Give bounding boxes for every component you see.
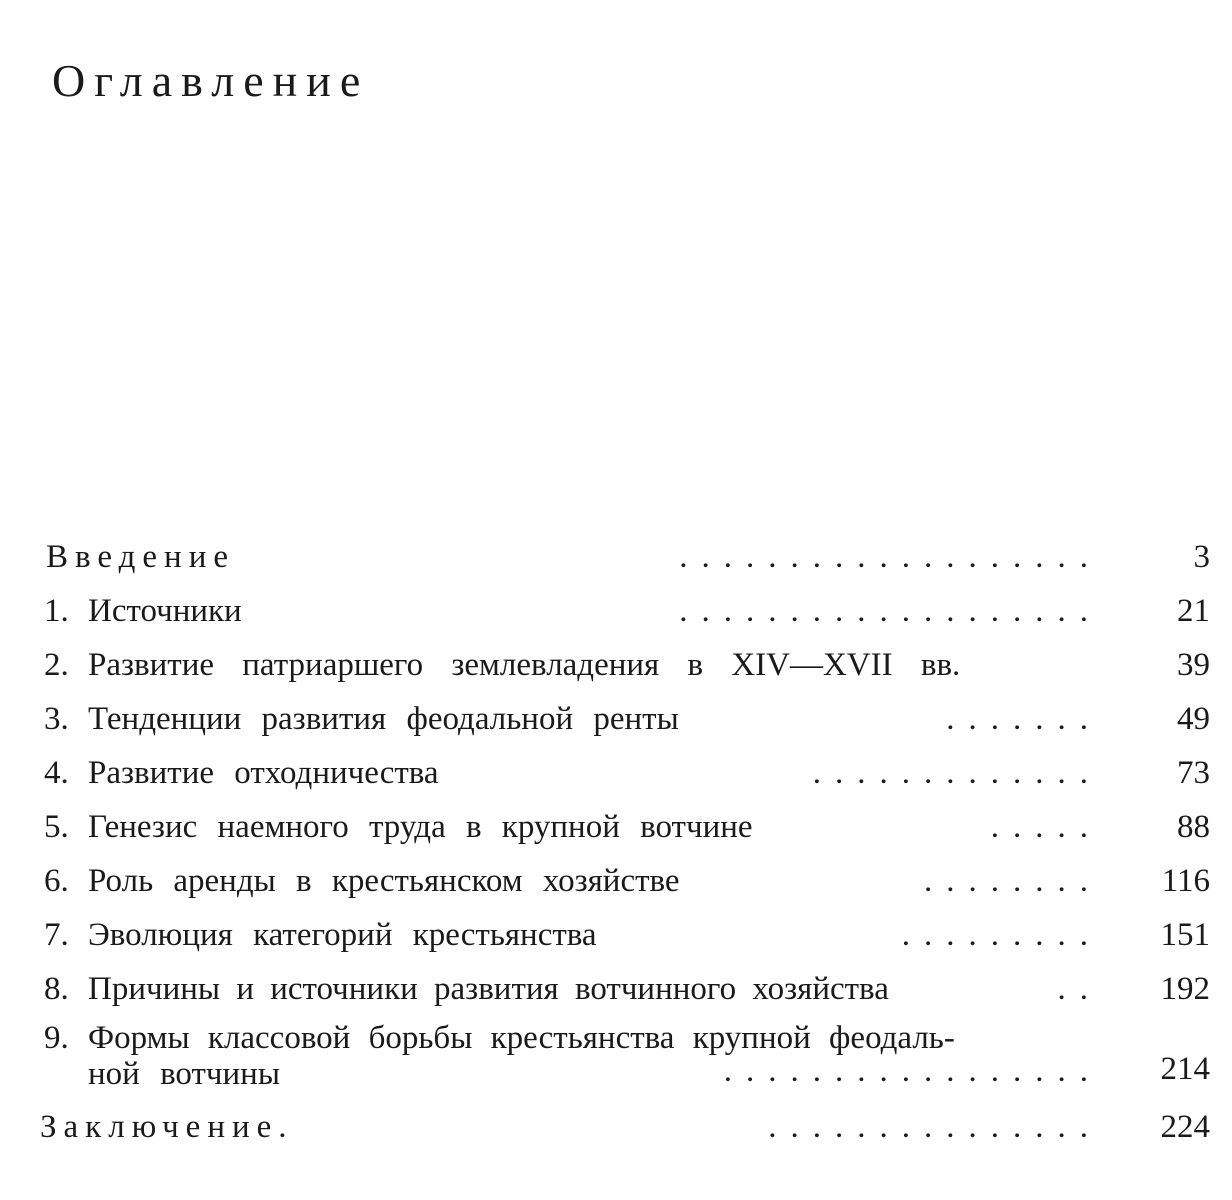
toc-entry-5 (40, 800, 1212, 854)
toc-entry-1 (40, 584, 1212, 638)
leader-dots: ......... (901, 917, 1102, 953)
toc-entry-page: 214 (1160, 1051, 1210, 1087)
leader-dots: ........ (924, 863, 1102, 899)
toc-entry-number: 7. (44, 917, 69, 953)
toc-entry-page: 3 (1193, 539, 1210, 575)
toc-entry-label: Развитие патриаршего землевладения в XIV—XVII вв. (88, 647, 961, 683)
toc-entry-label: Источники (88, 593, 242, 629)
toc-entry-label: Развитие отходничества (88, 755, 439, 791)
toc-entry-6 (40, 854, 1212, 908)
toc-entry-page: 21 (1177, 593, 1210, 629)
leader-dots: .. (1057, 971, 1102, 1007)
toc-entry-number: 1. (44, 593, 69, 629)
toc-entry-number: 2. (44, 647, 69, 683)
toc-entry-3 (40, 692, 1212, 746)
toc-entry-8 (40, 962, 1212, 1016)
toc-entry-number: 3. (44, 701, 69, 737)
leader-dots: ..... (990, 809, 1102, 845)
toc-entry-7 (40, 908, 1212, 962)
leader-dots: ............... (768, 1109, 1102, 1145)
toc-entry-label: Введение (46, 539, 236, 575)
toc-entry-page: 224 (1160, 1109, 1210, 1145)
leader-dots: ................... (679, 539, 1102, 575)
toc-entry-number: 8. (44, 971, 69, 1007)
toc-entry-label: Заключение. (40, 1109, 294, 1145)
toc-entry-page: 39 (1177, 647, 1210, 683)
toc-entry-9 (40, 1016, 1212, 1106)
toc-entry-page: 116 (1161, 863, 1210, 899)
toc-entry-page: 49 (1177, 701, 1210, 737)
toc-entry-label-continuation: ной вотчины (88, 1056, 281, 1092)
page-title: Оглавление (52, 55, 370, 106)
toc-entry-2 (40, 638, 1212, 692)
toc-entry-page: 192 (1160, 971, 1210, 1007)
toc-entry-number: 9. (44, 1020, 69, 1056)
toc-entry-page: 88 (1177, 809, 1210, 845)
toc-entry-label: Генезис наемного труда в крупной вотчине (88, 809, 753, 845)
toc-entry-number: 5. (44, 809, 69, 845)
toc-entry-page: 73 (1177, 755, 1210, 791)
toc-entry-label: Эволюция категорий крестьянства (88, 917, 597, 953)
toc-entry-conclusion (40, 1100, 1212, 1154)
toc-entry-introduction (40, 530, 1212, 584)
toc-entry-number: 4. (44, 755, 69, 791)
leader-dots: ............. (812, 755, 1102, 791)
leader-dots: ................... (679, 593, 1102, 629)
leader-dots: ................. (723, 1053, 1102, 1089)
toc-entry-label: Роль аренды в крестьянском хозяйстве (88, 863, 680, 899)
toc-entry-number: 6. (44, 863, 69, 899)
leader-dots: ....... (946, 701, 1102, 737)
toc-entry-label: Формы классовой борьбы крестьянства крупной феодаль- (88, 1020, 955, 1056)
toc-entry-page: 151 (1160, 917, 1210, 953)
toc-entry-4 (40, 746, 1212, 800)
toc-entry-label: Причины и источники развития вотчинного хозяйства (88, 971, 889, 1007)
toc-entry-label: Тенденции развития феодальной ренты (88, 701, 679, 737)
